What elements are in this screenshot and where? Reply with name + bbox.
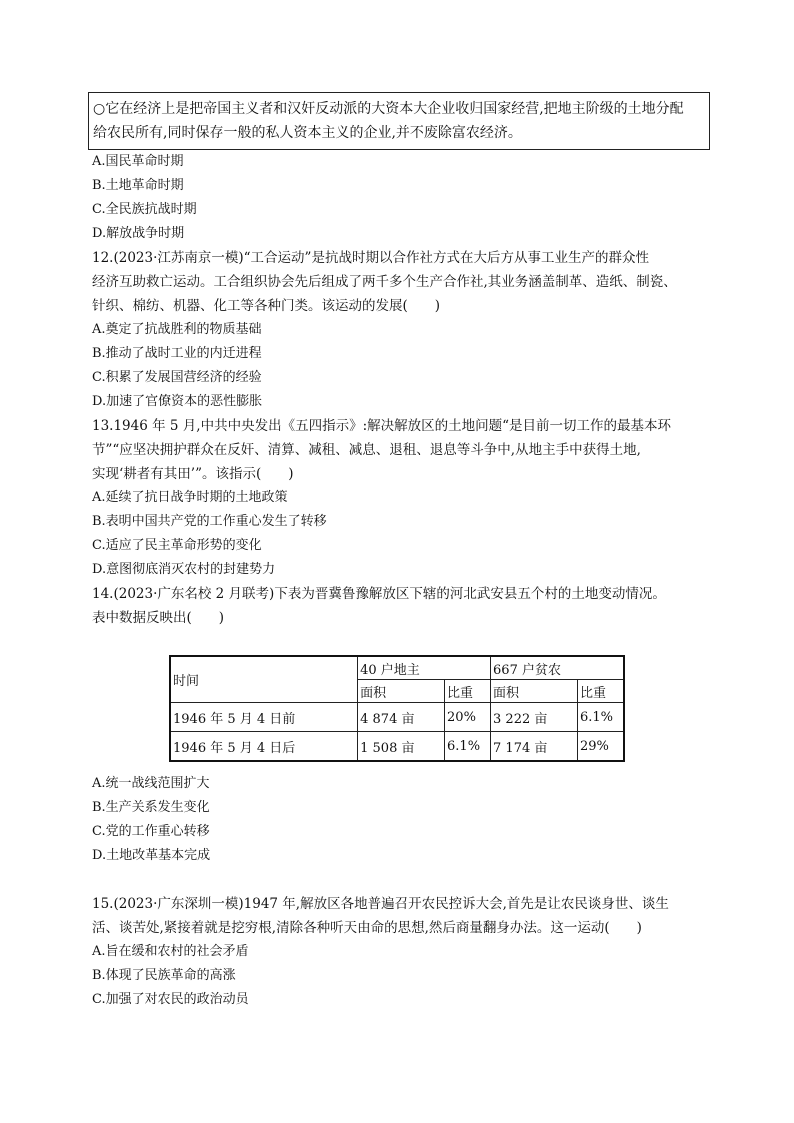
quote-box: [88, 92, 710, 150]
q13-stem-line-1: 13.1946 年 5 月,中共中央发出《五四指示》:解决解放区的土地问题“是目前一切工作的最基本环: [92, 418, 672, 434]
cell-peasant-share: 6.1%: [577, 703, 624, 732]
q12-option-b: B.推动了战时工业的内迁进程: [92, 346, 262, 361]
q13-option-c: C.适应了民主革命形势的变化: [92, 538, 262, 553]
q12-option-c: C.积累了发展国营经济的经验: [92, 370, 262, 385]
q14-option-d: D.土地改革基本完成: [92, 848, 211, 863]
q12-stem-line-1: 12.(2023·江苏南京一模)“工合运动”是抗战时期以合作社方式在大后方从事工业生产的群众性: [92, 250, 649, 266]
q14-stem-line-1: 14.(2023·广东名校 2 月联考)下表为晋冀鲁豫解放区下辖的河北武安县五个村的土地变动情况。: [92, 586, 666, 602]
q13-option-d: D.意图彻底消灭农村的封建势力: [92, 562, 276, 577]
q15-option-b: B.体现了民族革命的高涨: [92, 968, 236, 983]
row-time: 1946 年 5 月 4 日后: [170, 732, 358, 762]
q15-option-a: A.旨在缓和农村的社会矛盾: [92, 944, 249, 959]
q13-option-a: A.延续了抗日战争时期的土地政策: [92, 490, 288, 505]
q11-option-c: C.全民族抗战时期: [92, 202, 197, 217]
cell-landlord-area: 4 874 亩: [358, 703, 445, 732]
table-row: [170, 703, 624, 732]
q13-stem-line-3: 实现‘耕者有其田’”。该指示( ): [92, 466, 294, 482]
q11-option-b: B.土地革命时期: [92, 178, 184, 193]
subheader-area-2: 面积: [491, 680, 578, 703]
q14-stem-line-2: 表中数据反映出( ): [92, 610, 225, 626]
q12-stem-line-3: 针织、棉纺、机器、化工等各种门类。该运动的发展( ): [92, 298, 441, 314]
q12-stem-line-2: 经济互助救亡运动。工合组织协会先后组成了两千多个生产合作社,其业务涵盖制革、造纸、制瓷、: [92, 274, 677, 290]
subheader-share-2: 比重: [577, 680, 624, 703]
q14-option-b: B.生产关系发生变化: [92, 800, 210, 815]
quote-line-2: 给农民所有,同时保存一般的私人资本主义的企业,并不废除富农经济。: [93, 125, 522, 141]
q14-option-a: A.统一战线范围扩大: [92, 776, 210, 791]
q15-stem-line-2: 活、谈苦处,紧接着就是挖穷根,清除各种听天由命的思想,然后商量翻身办法。这一运动( ): [92, 920, 642, 936]
q12-option-d: D.加速了官僚资本的恶性膨胀: [92, 394, 263, 409]
q12-option-a: A.奠定了抗战胜利的物质基础: [92, 322, 262, 337]
cell-landlord-share: 20%: [445, 703, 491, 732]
cell-landlord-share: 6.1%: [445, 732, 491, 762]
subheader-share-1: 比重: [445, 680, 491, 703]
q15-option-c: C.加强了对农民的政治动员: [92, 992, 249, 1007]
quote-line-1: ○它在经济上是把帝国主义者和汉奸反动派的大资本大企业收归国家经营,把地主阶级的土地分配: [93, 101, 684, 117]
cell-peasant-share: 29%: [577, 732, 624, 762]
q13-option-b: B.表明中国共产党的工作重心发生了转移: [92, 514, 327, 529]
q14-option-c: C.党的工作重心转移: [92, 824, 210, 839]
q13-stem-line-2: 节”“应坚决拥护群众在反奸、清算、减租、减息、退租、退息等斗争中,从地主手中获得土地,: [92, 442, 641, 458]
row-time: 1946 年 5 月 4 日前: [170, 703, 358, 732]
cell-peasant-area: 7 174 亩: [491, 732, 578, 762]
cell-peasant-area: 3 222 亩: [491, 703, 578, 732]
table-row: [170, 732, 624, 762]
q11-option-a: A.国民革命时期: [92, 154, 184, 169]
q15-stem-line-1: 15.(2023·广东深圳一模)1947 年,解放区各地普遍召开农民控诉大会,首先是让农民谈身世、谈生: [92, 896, 669, 912]
header-time: 时间: [170, 656, 358, 703]
cell-landlord-area: 1 508 亩: [358, 732, 445, 762]
header-poor-peasants: 667 户贫农: [491, 656, 624, 680]
subheader-area-1: 面积: [358, 680, 445, 703]
land-change-table: [169, 655, 625, 762]
header-landlords: 40 户地主: [358, 656, 491, 680]
q11-option-d: D.解放战争时期: [92, 226, 185, 241]
table-header-row: [170, 656, 624, 680]
